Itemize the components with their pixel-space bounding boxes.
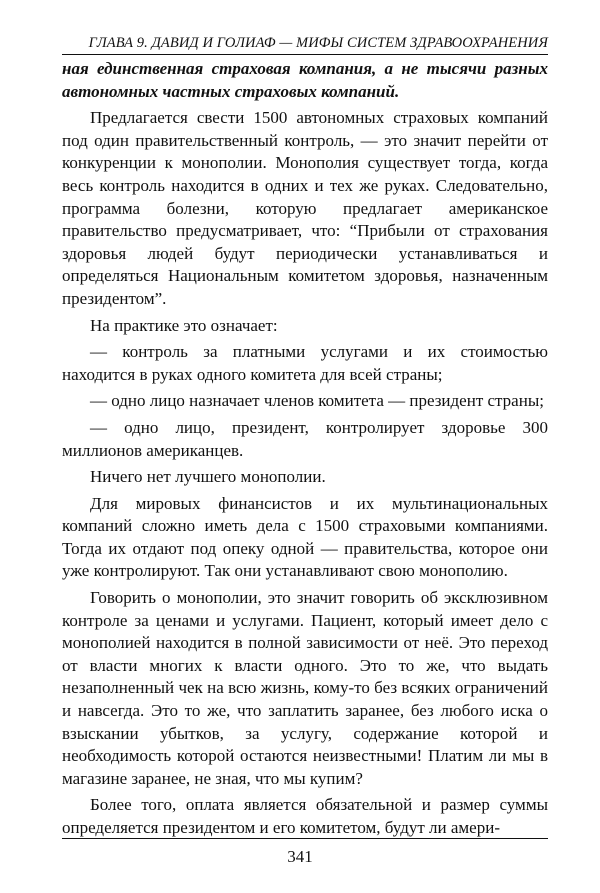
paragraph-monopoly-proposal: Предлагается свести 1500 автономных страховых компаний под один правительственный контроль, — это значит перейти от конкуренции к монополии. Монополия существует тогда, когда весь контроль находится в одних и тех же руках. Следовательно, программа болезни, которую предлагает американское правительство предусматривает, что: “Прибыли от страхования здоровья людей будут периодически устанавливаться и определяться Национальным комитетом здоровья, назначенным президентом”. [62,108,548,308]
paragraph-nothing-better: Ничего нет лучшего монополии. [90,467,326,487]
paragraph-exclusive-control: Говорить о монополии, это значит говорить об эксклюзивном контроле за ценами и услугами. Пациент, который имеет дело с монополией находится в полной зависимости от неё. Это переход от власти многих к власти одного. Это то же, что выдать незаполненный чек на всю жизнь, кому-то без всяких ограничений и навсегда. Это то же, что заплатить заранее, без любого иска о взыскании убытков, за услугу, содержание которой и необходимость которой остаются неизвестными! Платим ли мы в магазине заранее, не зная, что мы купим? [62,588,548,788]
paragraph-financiers: Для мировых финансистов и их мультинациональных компаний сложно иметь дела с 1500 страховыми компаниями. Тогда их отдают под опеку одной — правительства, которое они уже контролируют. Так они устанавливают свою монополию. [62,493,548,581]
paragraph-in-practice: На практике это означает: [90,315,278,335]
list-item-control-services: — контроль за платными услугами и их стоимостью находится в руках одного комитета для всей страны; [62,342,548,384]
running-head: ГЛАВА 9. ДАВИД И ГОЛИАФ — МИФЫ СИСТЕМ ЗДРАВООХРАНЕНИЯ [88,35,548,51]
body-text [62,58,548,844]
paragraph-mandatory-payment: Более того, оплата является обязательной и размер суммы определяется президентом и его комитетом, будут ли амери- [62,795,548,837]
footer-divider [62,838,548,839]
list-item-president-controls: — одно лицо, президент, контролирует здоровье 300 миллионов американцев. [62,417,548,460]
paragraph-continuation: ная единственная страховая компания, а не тысячи разных автономных частных страховых компаний. [62,59,548,101]
page-number: 341 [287,847,313,866]
list-item-president-appoints: — одно лицо назначает членов комитета — президент страны; [90,391,544,411]
header-divider [62,54,548,55]
